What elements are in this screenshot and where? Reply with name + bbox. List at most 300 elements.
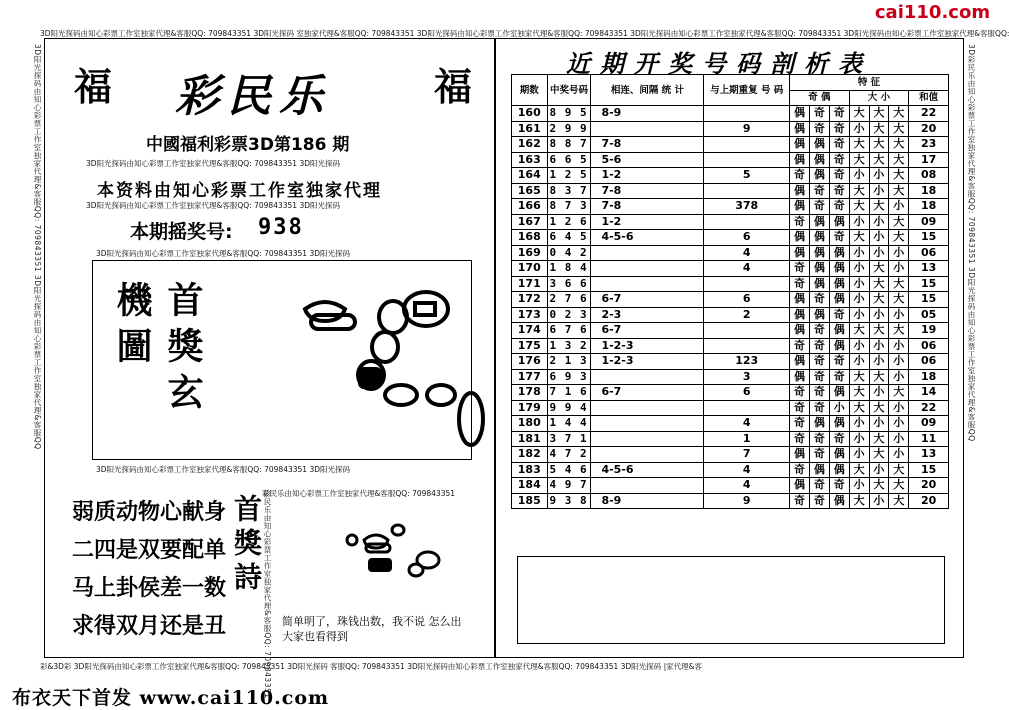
- cell-sum: 19: [909, 323, 949, 339]
- cell-odd-even: 偶: [829, 416, 849, 432]
- cell-sum: 23: [909, 137, 949, 153]
- poem-ad-top: 彩民乐由知心彩票工作室独家代理&客服QQ: 709843351: [262, 489, 456, 498]
- cell-sum: 20: [909, 493, 949, 509]
- cell-odd-even: 偶: [790, 369, 810, 385]
- cell-number: 8 3 7: [547, 183, 591, 199]
- cell-size: 小: [869, 385, 889, 401]
- header-issue: 期数: [512, 75, 548, 106]
- cell-size: 大: [889, 168, 909, 184]
- table-row: [512, 400, 949, 416]
- cell-sum: 09: [909, 416, 949, 432]
- cell-number: 8 8 7: [547, 137, 591, 153]
- cell-repeat: 1: [704, 431, 790, 447]
- cell-odd-even: 奇: [829, 121, 849, 137]
- cell-odd-even: 小: [829, 400, 849, 416]
- poem-side-ad: 彩民乐由知心彩票工作室独家代理&客服QQ: 709843351: [263, 490, 272, 699]
- cell-odd-even: 偶: [790, 199, 810, 215]
- table-row: [512, 261, 949, 277]
- header-ad-line: 3D阳光探码由知心彩票工作室独家代理&客服QQ: 709843351 3D阳光探码: [86, 159, 340, 168]
- cell-odd-even: 偶: [790, 152, 810, 168]
- cell-issue: 165: [512, 183, 548, 199]
- cell-odd-even: 偶: [809, 168, 829, 184]
- cell-size: 大: [849, 152, 869, 168]
- cell-size: 大: [849, 462, 869, 478]
- header-adjacent: 相连、间隔 统 计: [591, 75, 704, 106]
- cell-odd-even: 偶: [829, 245, 849, 261]
- cell-odd-even: 偶: [809, 230, 829, 246]
- table-row: [512, 183, 949, 199]
- cell-adjacent: [591, 447, 704, 463]
- cell-size: 大: [849, 199, 869, 215]
- cell-issue: 163: [512, 152, 548, 168]
- poem-drawing: [338, 520, 448, 600]
- cell-size: 小: [849, 276, 869, 292]
- cell-number: 1 4 4: [547, 416, 591, 432]
- pearl-shape-2: [372, 332, 398, 362]
- cell-adjacent: [591, 400, 704, 416]
- cell-odd-even: 偶: [809, 276, 829, 292]
- cell-size: 大: [869, 431, 889, 447]
- cell-repeat: [704, 152, 790, 168]
- cell-size: 小: [889, 369, 909, 385]
- cell-odd-even: 奇: [829, 137, 849, 153]
- cell-size: 小: [849, 292, 869, 308]
- cell-sum: 06: [909, 354, 949, 370]
- cell-odd-even: 偶: [790, 292, 810, 308]
- black-ingot: [358, 367, 382, 389]
- cell-odd-even: 奇: [809, 199, 829, 215]
- cell-odd-even: 奇: [829, 354, 849, 370]
- cell-sum: 06: [909, 245, 949, 261]
- cell-odd-even: 偶: [829, 338, 849, 354]
- cell-issue: 184: [512, 478, 548, 494]
- cell-sum: 18: [909, 199, 949, 215]
- cell-sum: 08: [909, 168, 949, 184]
- table-row: [512, 447, 949, 463]
- cell-size: 小: [849, 214, 869, 230]
- cell-odd-even: 奇: [790, 338, 810, 354]
- cell-odd-even: 奇: [809, 493, 829, 509]
- table-row: [512, 338, 949, 354]
- cell-repeat: 6: [704, 385, 790, 401]
- cell-issue: 181: [512, 431, 548, 447]
- cell-sum: 06: [909, 338, 949, 354]
- poem-coin: [417, 552, 439, 568]
- cell-size: 小: [849, 478, 869, 494]
- cell-size: 大: [869, 292, 889, 308]
- cell-odd-even: 偶: [790, 183, 810, 199]
- bottom-banner: 彩&3D彩 3D阳光探码由知心彩票工作室独家代理&客服QQ: 709843351 3D阳光探码 客服QQ: 709843351 3D阳光探码由知心彩票工作室独家代理&客服QQ: 709843351 3D阳光探码 |家代理&客: [40, 662, 702, 671]
- cell-adjacent: 8-9: [591, 106, 704, 122]
- cell-size: 小: [889, 261, 909, 277]
- cell-repeat: [704, 214, 790, 230]
- header-odd-even: 奇 偶: [790, 90, 850, 106]
- table-row: [512, 462, 949, 478]
- cell-repeat: [704, 400, 790, 416]
- header-repeat: 与上期重复 号 码: [704, 75, 790, 106]
- table-row: [512, 323, 949, 339]
- cell-number: 1 8 4: [547, 261, 591, 277]
- cell-sum: 09: [909, 214, 949, 230]
- cell-odd-even: 偶: [829, 292, 849, 308]
- header-feature: 特 征: [790, 75, 949, 91]
- table-row: [512, 369, 949, 385]
- cell-size: 大: [869, 121, 889, 137]
- cell-size: 小: [849, 431, 869, 447]
- table-row: [512, 385, 949, 401]
- cell-size: 小: [869, 183, 889, 199]
- cell-sum: 15: [909, 462, 949, 478]
- cell-sum: 15: [909, 292, 949, 308]
- cell-adjacent: [591, 431, 704, 447]
- cell-number: 9 3 8: [547, 493, 591, 509]
- table-row: [512, 245, 949, 261]
- cell-size: 大: [849, 385, 869, 401]
- cell-odd-even: 奇: [790, 493, 810, 509]
- poem-line: 求得双月还是丑: [72, 614, 227, 639]
- cell-size: 大: [889, 106, 909, 122]
- cell-size: 大: [849, 183, 869, 199]
- cell-size: 大: [889, 292, 909, 308]
- cell-issue: 172: [512, 292, 548, 308]
- cell-number: 3 6 6: [547, 276, 591, 292]
- table-title: 近期开奖号码剖析表: [566, 49, 872, 78]
- cell-size: 小: [889, 307, 909, 323]
- page-title: 彩民乐: [175, 71, 331, 122]
- table-row: [512, 307, 949, 323]
- cell-odd-even: 奇: [829, 369, 849, 385]
- cell-repeat: [704, 183, 790, 199]
- cell-odd-even: 奇: [809, 323, 829, 339]
- cell-issue: 176: [512, 354, 548, 370]
- cell-number: 3 7 1: [547, 431, 591, 447]
- cell-number: 4 9 7: [547, 478, 591, 494]
- poem-pearl-2: [392, 525, 404, 535]
- cell-number: 7 1 6: [547, 385, 591, 401]
- cell-size: 小: [869, 214, 889, 230]
- cell-repeat: [704, 137, 790, 153]
- cell-sum: 20: [909, 121, 949, 137]
- cell-odd-even: 偶: [829, 385, 849, 401]
- cell-odd-even: 奇: [790, 261, 810, 277]
- cell-odd-even: 偶: [829, 214, 849, 230]
- cell-size: 大: [849, 400, 869, 416]
- cell-adjacent: 4-5-6: [591, 230, 704, 246]
- cell-issue: 167: [512, 214, 548, 230]
- cell-issue: 164: [512, 168, 548, 184]
- cell-size: 小: [869, 493, 889, 509]
- cell-number: 4 7 2: [547, 447, 591, 463]
- cell-number: 0 4 2: [547, 245, 591, 261]
- cell-odd-even: 偶: [790, 447, 810, 463]
- cell-issue: 169: [512, 245, 548, 261]
- cell-issue: 173: [512, 307, 548, 323]
- right-side-banner: 3D彩民乐由知心彩票工作室独家代理&客服QQ: 709843351 3D阳光探码由知心彩票工作室独家代理&客服QQ: [967, 44, 976, 442]
- cell-repeat: 9: [704, 121, 790, 137]
- cell-issue: 177: [512, 369, 548, 385]
- cell-odd-even: 奇: [809, 385, 829, 401]
- table-row: [512, 276, 949, 292]
- cell-odd-even: 奇: [829, 307, 849, 323]
- cell-repeat: [704, 338, 790, 354]
- cell-size: 小: [849, 261, 869, 277]
- column-divider: [494, 38, 496, 658]
- cell-size: 大: [889, 121, 909, 137]
- cell-repeat: 4: [704, 478, 790, 494]
- cell-issue: 179: [512, 400, 548, 416]
- cell-odd-even: 奇: [790, 416, 810, 432]
- table-row: [512, 416, 949, 432]
- puzzle-ad-bottom: 3D阳光探码由知心彩票工作室独家代理&客服QQ: 709843351 3D阳光探码: [96, 465, 350, 474]
- cell-odd-even: 偶: [809, 214, 829, 230]
- cell-odd-even: 偶: [790, 121, 810, 137]
- cell-size: 大: [889, 276, 909, 292]
- cell-size: 小: [869, 416, 889, 432]
- cell-adjacent: 2-3: [591, 307, 704, 323]
- cell-size: 小: [849, 416, 869, 432]
- cell-repeat: 6: [704, 230, 790, 246]
- cell-issue: 185: [512, 493, 548, 509]
- cell-number: 6 9 3: [547, 369, 591, 385]
- table-row: [512, 292, 949, 308]
- header-sum: 和值: [909, 90, 949, 106]
- cell-size: 小: [849, 245, 869, 261]
- cell-issue: 166: [512, 199, 548, 215]
- cell-size: 小: [869, 354, 889, 370]
- cell-number: 2 9 9: [547, 121, 591, 137]
- cell-size: 大: [889, 137, 909, 153]
- poem-pearl-1: [347, 535, 357, 545]
- cell-number: 2 1 3: [547, 354, 591, 370]
- cell-size: 大: [869, 369, 889, 385]
- cell-issue: 171: [512, 276, 548, 292]
- cell-repeat: 7: [704, 447, 790, 463]
- cell-odd-even: 奇: [829, 106, 849, 122]
- cell-size: 小: [869, 462, 889, 478]
- cell-size: 大: [889, 323, 909, 339]
- cell-size: 大: [889, 152, 909, 168]
- site-badge[interactable]: cai110.com: [865, 0, 1000, 26]
- cell-size: 小: [889, 416, 909, 432]
- cell-sum: 20: [909, 478, 949, 494]
- header-ad-line-2: 3D阳光探码由知心彩票工作室独家代理&客服QQ: 709843351 3D阳光探码: [86, 201, 340, 210]
- cell-repeat: 4: [704, 462, 790, 478]
- cell-issue: 160: [512, 106, 548, 122]
- cell-size: 大: [889, 183, 909, 199]
- cell-odd-even: 奇: [809, 183, 829, 199]
- cell-adjacent: [591, 369, 704, 385]
- cell-size: 小: [889, 354, 909, 370]
- cell-odd-even: 奇: [809, 338, 829, 354]
- cell-size: 大: [869, 323, 889, 339]
- cell-odd-even: 奇: [790, 431, 810, 447]
- cell-odd-even: 偶: [829, 276, 849, 292]
- issue-title: 中國福利彩票3D第186 期: [146, 135, 350, 155]
- cell-size: 大: [869, 447, 889, 463]
- cell-odd-even: 偶: [809, 307, 829, 323]
- cell-sum: 18: [909, 183, 949, 199]
- cell-sum: 22: [909, 400, 949, 416]
- cell-odd-even: 偶: [809, 261, 829, 277]
- cell-size: 大: [849, 493, 869, 509]
- cell-size: 大: [849, 369, 869, 385]
- cell-odd-even: 偶: [829, 462, 849, 478]
- cell-odd-even: 奇: [829, 199, 849, 215]
- cell-size: 大: [849, 106, 869, 122]
- cell-number: 6 7 6: [547, 323, 591, 339]
- cell-size: 小: [869, 245, 889, 261]
- cell-number: 9 9 4: [547, 400, 591, 416]
- poem-caption: 首獎詩: [230, 494, 263, 596]
- cell-odd-even: 奇: [790, 214, 810, 230]
- cell-size: 小: [869, 230, 889, 246]
- cell-repeat: 3: [704, 369, 790, 385]
- cell-odd-even: 偶: [790, 106, 810, 122]
- cell-odd-even: 奇: [790, 462, 810, 478]
- table-row: [512, 214, 949, 230]
- table-row: [512, 106, 949, 122]
- pearl-shape-1: [379, 301, 407, 333]
- cell-odd-even: 奇: [809, 121, 829, 137]
- table-row: [512, 121, 949, 137]
- table-row: [512, 493, 949, 509]
- cell-number: 2 7 6: [547, 292, 591, 308]
- cell-size: 大: [849, 230, 869, 246]
- cell-adjacent: 6-7: [591, 323, 704, 339]
- cell-odd-even: 偶: [829, 447, 849, 463]
- cell-odd-even: 偶: [829, 323, 849, 339]
- cell-adjacent: [591, 416, 704, 432]
- header-size: 大 小: [849, 90, 909, 106]
- cell-number: 8 7 3: [547, 199, 591, 215]
- cell-size: 大: [849, 137, 869, 153]
- cell-repeat: 4: [704, 416, 790, 432]
- poem-note: 简单明了，珠钱出数，我不说 怎么出大家也看得到: [282, 615, 462, 643]
- cell-repeat: [704, 323, 790, 339]
- cell-repeat: 123: [704, 354, 790, 370]
- cell-size: 大: [889, 493, 909, 509]
- cell-odd-even: 偶: [790, 307, 810, 323]
- cell-odd-even: 奇: [809, 447, 829, 463]
- cell-odd-even: 偶: [809, 152, 829, 168]
- table-body: [512, 106, 949, 509]
- cell-odd-even: 奇: [829, 478, 849, 494]
- cell-odd-even: 偶: [829, 261, 849, 277]
- cell-sum: 05: [909, 307, 949, 323]
- cell-odd-even: 奇: [809, 431, 829, 447]
- cell-size: 小: [869, 338, 889, 354]
- poem-line: 弱质动物心献身: [72, 500, 227, 525]
- cell-sum: 15: [909, 276, 949, 292]
- cell-odd-even: 奇: [809, 292, 829, 308]
- cell-adjacent: 7-8: [591, 137, 704, 153]
- cell-adjacent: 8-9: [591, 493, 704, 509]
- poem-line: 马上卦侯差一数: [72, 576, 227, 601]
- cell-number: 6 6 5: [547, 152, 591, 168]
- agent-line: 本资料由知心彩票工作室独家代理: [97, 181, 382, 201]
- cell-size: 小: [889, 431, 909, 447]
- cell-odd-even: 偶: [790, 137, 810, 153]
- puzzle-ad-top: 3D阳光探码由知心彩票工作室独家代理&客服QQ: 709843351 3D阳光探码: [96, 249, 350, 258]
- cell-repeat: 4: [704, 261, 790, 277]
- cell-size: 小: [889, 199, 909, 215]
- cell-adjacent: 6-7: [591, 292, 704, 308]
- cell-odd-even: 奇: [809, 354, 829, 370]
- cell-size: 大: [869, 137, 889, 153]
- cell-issue: 178: [512, 385, 548, 401]
- cell-adjacent: [591, 245, 704, 261]
- coin-shape: [404, 292, 448, 326]
- cell-size: 小: [849, 121, 869, 137]
- cell-size: 大: [869, 400, 889, 416]
- cell-odd-even: 奇: [829, 230, 849, 246]
- cell-number: 1 2 5: [547, 168, 591, 184]
- cell-adjacent: [591, 121, 704, 137]
- cell-odd-even: 偶: [809, 245, 829, 261]
- cell-sum: 17: [909, 152, 949, 168]
- draw-number: 938: [258, 215, 304, 240]
- cell-adjacent: [591, 261, 704, 277]
- poem-black-ingot: [368, 558, 392, 572]
- poem-line: 二四是双要配单: [72, 538, 227, 563]
- cell-odd-even: 奇: [829, 168, 849, 184]
- cell-odd-even: 偶: [809, 416, 829, 432]
- cell-number: 5 4 6: [547, 462, 591, 478]
- cell-adjacent: 1-2-3: [591, 338, 704, 354]
- cell-size: 小: [889, 245, 909, 261]
- table-row: [512, 168, 949, 184]
- cell-odd-even: 偶: [790, 323, 810, 339]
- cell-issue: 162: [512, 137, 548, 153]
- cell-odd-even: 奇: [829, 183, 849, 199]
- cell-odd-even: 奇: [790, 168, 810, 184]
- cell-size: 大: [889, 230, 909, 246]
- cell-odd-even: 奇: [829, 152, 849, 168]
- cell-adjacent: 4-5-6: [591, 462, 704, 478]
- cell-size: 大: [869, 261, 889, 277]
- cell-size: 大: [889, 214, 909, 230]
- cell-sum: 11: [909, 431, 949, 447]
- cell-sum: 15: [909, 230, 949, 246]
- cell-issue: 170: [512, 261, 548, 277]
- cell-size: 小: [869, 168, 889, 184]
- cell-odd-even: 偶: [809, 137, 829, 153]
- cell-size: 小: [849, 307, 869, 323]
- cell-adjacent: [591, 478, 704, 494]
- cell-odd-even: 偶: [790, 354, 810, 370]
- cell-size: 大: [869, 152, 889, 168]
- cell-odd-even: 奇: [790, 400, 810, 416]
- table-row: [512, 230, 949, 246]
- top-banner: 3D阳光探码由知心彩票工作室独家代理&客服QQ: 709843351 3D阳光探码 室独家代理&客服QQ: 709843351 3D阳光探码由知心彩票工作室独家代理&客服QQ: 709843351 3D阳光探码由知心彩票工作室独家代理&客服QQ: 709843351 3D阳光探码由知心彩票工作室独家代理&客服QQ:: [40, 29, 1009, 38]
- cell-odd-even: 奇: [790, 276, 810, 292]
- cell-odd-even: 奇: [829, 431, 849, 447]
- fu-character-right: 福: [434, 64, 473, 109]
- cell-size: 小: [889, 338, 909, 354]
- cell-size: 大: [889, 462, 909, 478]
- cell-sum: 13: [909, 447, 949, 463]
- cell-issue: 182: [512, 447, 548, 463]
- cell-repeat: 6: [704, 292, 790, 308]
- cell-repeat: 2: [704, 307, 790, 323]
- header-number: 中奖号码: [547, 75, 591, 106]
- table-row: [512, 478, 949, 494]
- cell-sum: 13: [909, 261, 949, 277]
- table-row: [512, 137, 949, 153]
- cell-number: 6 4 5: [547, 230, 591, 246]
- cell-size: 大: [889, 478, 909, 494]
- cell-odd-even: 偶: [809, 462, 829, 478]
